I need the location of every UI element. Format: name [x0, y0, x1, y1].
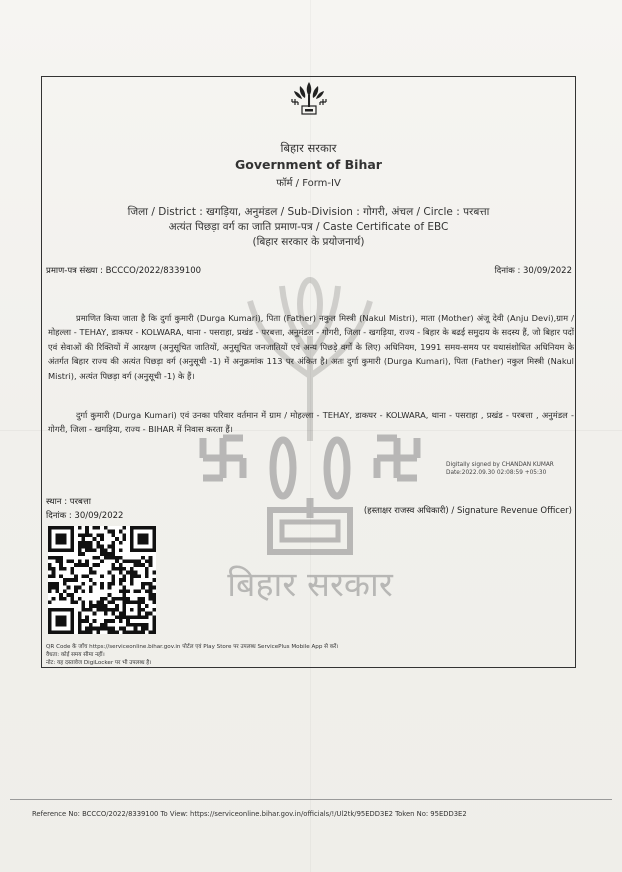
certificate-date: दिनांक : 30/09/2022 — [494, 266, 572, 276]
footer-divider — [10, 799, 612, 800]
bihar-government-emblem — [288, 78, 330, 120]
digital-signature-date: Date:2022.09.30 02:08:59 +05:30 — [446, 470, 547, 476]
watermark-text: बिहार सरकार — [227, 565, 393, 605]
certificate-paragraph-1: प्रमाणित किया जाता है कि दुर्गा कुमारी (Durga Kumari), पिता (Father) नकुल मिस्त्री (Nakul Mistri), माता (Mother) अंजू देवी (Anju Devi),ग्राम / मोहल्ला - TEHAY, डाकघर - KOLWARA, थाना - पसराहा, प्रखंड - परबत्ता, अनुमंडल - गोगरी, जिला - खगड़िया, राज्य - बिहार के बढई समुदाय के सदस्य हैं, जो बिहार पदों एवं सेवाओं की रिक्तियों में आरक्षण (अनुसूचित जातियों, अनुसूचित जनजातियों एवं अन्य पिछड़े वर्गों के लिए) अधिनियम, 1991 समय-समय पर यथासंशोधित अधिनियम के अंतर्गत बिहार राज्य की अत्यंत पिछड़ा वर्ग (अनुसूची -1) में अनुक्रमांक 113 पर अंकित है। अतः दुर्गा कुमारी (Durga Kumari), पिता (Father) नकुल मिस्त्री (Nakul Mistri), अत्यंत पिछड़ा वर्ग (अनुसूची -1) के हैं। — [48, 313, 574, 381]
certificate-paragraph-2: दुर्गा कुमारी (Durga Kumari) एवं उनका परिवार वर्तमान में ग्राम / मोहल्ला - TEHAY, डाकघर - KOLWARA, थाना - पसराहा , प्रखंड - परबत्ता , अनुमंडल - गोगरी, जिला - खगड़िया, राज्य - BIHAR में निवास करता हैं। — [48, 410, 574, 435]
digilocker-note: नोट: यह दस्तावेज DigiLocker पर भी उपलब्ध है। — [46, 660, 152, 666]
footer-reference: Reference No: BCCCO/2022/8339100 To View: https://serviceonline.bihar.gov.in/officials/!/Ul2tk/95EDD3E2 Token No: 95EDD3E2 — [32, 810, 467, 818]
qr-verification-note: QR Code के जाँच https://serviceonline.bihar.gov.in पोर्टल एवं Play Store पर उपलब्ध ServicePlus Mobile App से करें। — [46, 644, 339, 650]
officer-signature-label: (हस्ताक्षर राजस्व अधिकारी) / Signature Revenue Officer) — [363, 506, 572, 516]
certificate-number: प्रमाण-पत्र संख्या : BCCCO/2022/8339100 — [46, 266, 202, 276]
purpose-line: (बिहार सरकार के प्रयोजनार्थ) — [252, 236, 365, 248]
validity-note: वैधता: कोई समय सीमा नहीं। — [46, 652, 105, 658]
issue-place: स्थान : परबत्ता — [46, 497, 91, 507]
digital-signer: Digitally signed by CHANDAN KUMAR — [446, 462, 554, 468]
district-line: जिला / District : खगड़िया, अनुमंडल / Sub-Division : गोगरी, अंचल / Circle : परबत्ता — [127, 206, 490, 218]
digital-signature-block — [446, 461, 554, 477]
header-title-hindi: बिहार सरकार — [280, 141, 337, 155]
issue-date: दिनांक : 30/09/2022 — [46, 511, 124, 521]
qr-code — [48, 526, 156, 634]
certificate-type-line: अत्यंत पिछड़ा वर्ग का जाति प्रमाण-पत्र / Caste Certificate of EBC — [168, 221, 449, 233]
header-title-english: Government of Bihar — [235, 157, 382, 172]
form-label: फॉर्म / Form-IV — [276, 178, 341, 189]
